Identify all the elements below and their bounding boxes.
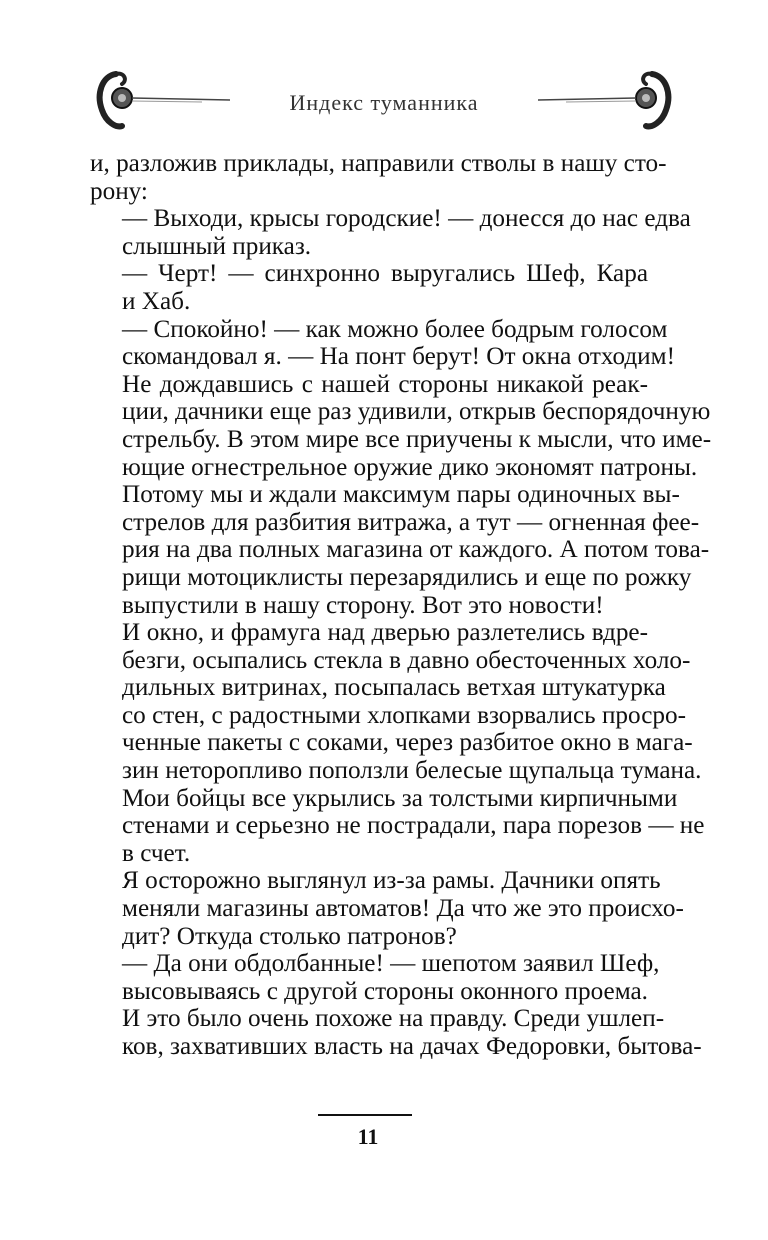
text-line: рия на два полных магазина от каждого. А потом това-: [122, 536, 710, 564]
running-title: Индекс туманника: [289, 90, 479, 115]
text-line: стрелов для разбития витража, а тут — огненная фее-: [122, 508, 700, 536]
text-line: ченные пакеты с соками, через разбитое окно в мага-: [122, 729, 693, 757]
text-line: слышный приказ.: [122, 232, 312, 260]
text-line: — Спокойно! — как можно более бодрым голосом: [122, 315, 668, 343]
text-line: выпустили в нашу сторону. Вот это новости!: [122, 591, 604, 619]
text-line: безги, осыпались стекла в давно обесточенных холо-: [122, 646, 691, 674]
text-line: и Хаб.: [122, 287, 191, 315]
text-line: высовываясь с другой стороны оконного проема.: [122, 977, 648, 1005]
text-line: И окно, и фрамуга над дверью разлетелись вдре-: [122, 619, 648, 647]
paragraph: [90, 260, 648, 315]
text-line: И это было очень похоже на правду. Среди ушлеп-: [122, 1005, 665, 1033]
footer-rule: [318, 1114, 412, 1116]
text-line: скомандовал я. — На понт берут! От окна отходим!: [122, 343, 675, 371]
text-line: рону:: [90, 177, 148, 205]
text-line: в счет.: [122, 839, 191, 867]
text-line: Я осторожно выглянул из-за рамы. Дачники опять: [122, 867, 661, 895]
text-line: Не дождавшись с нашей стороны никакой реак-: [122, 370, 648, 398]
paragraph: [90, 950, 660, 1005]
paragraph: [90, 370, 712, 619]
text-line: — Черт! — синхронно выругались Шеф, Кара: [122, 260, 648, 288]
text-line: ков, захвативших власть на дачах Федоровки, бытова-: [122, 1033, 702, 1060]
text-line: меняли магазины автоматов! Да что же это происхо-: [122, 895, 684, 923]
paragraph: [90, 619, 705, 867]
text-line: — Да они обдолбанные! — шепотом заявил Шеф,: [122, 950, 660, 978]
text-line: — Выходи, крысы городские! — донесся до нас едва: [122, 205, 691, 233]
text-line: Потому мы и ждали максимум пары одиночных вы-: [122, 481, 680, 509]
text-line: стрельбу. В этом мире все приучены к мысли, что име-: [122, 425, 712, 453]
text-line: рищи мотоциклисты перезарядились и еще по рожку: [122, 563, 692, 591]
text-line: дит? Откуда столько патронов?: [122, 922, 457, 950]
paragraph: [90, 150, 667, 205]
body-text: [90, 150, 712, 1061]
text-line: ции, дачники еще раз удивили, открыв беспорядочную: [122, 398, 711, 426]
text-line: и, разложив приклады, направили стволы в нашу сто-: [90, 150, 667, 177]
page-number: 11: [357, 1124, 379, 1149]
text-line: стенами и серьезно не пострадали, пара порезов — не: [122, 812, 705, 840]
paragraph: [90, 315, 675, 371]
paragraph: [90, 1005, 702, 1060]
text-line: дильных витринах, посыпалась ветхая штукатурка: [122, 674, 666, 702]
paragraph: [90, 867, 684, 950]
paragraph: [90, 205, 691, 260]
text-line: зин неторопливо поползли белесые щупальца тумана.: [122, 757, 702, 785]
text-line: Мои бойцы все укрылись за толстыми кирпичными: [122, 784, 678, 812]
text-line: со стен, с радостными хлопками взорвались просро-: [122, 701, 686, 729]
text-line: ющие огнестрельное оружие дико экономят патроны.: [122, 453, 698, 481]
